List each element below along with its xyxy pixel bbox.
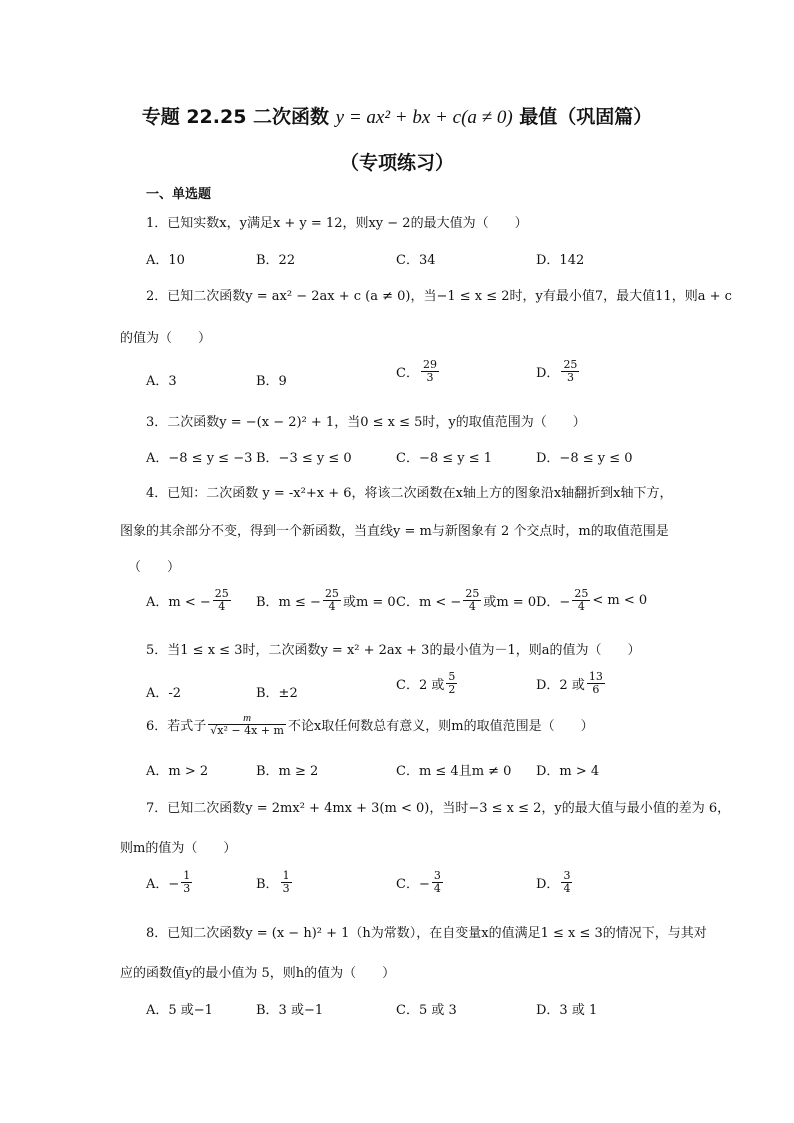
q3-option-b: B．−3 ≤ y ≤ 0: [256, 451, 352, 466]
q4-option-a: A．m < − $\frac{25}{4}$: [146, 587, 229, 614]
q7-d-fraction: $\frac{3}{4}$: [563, 869, 571, 896]
question-3-stem: 3．二次函数y = −(x − 2)² + 1，当0 ≤ x ≤ 5时，y的取值范围为（ ）: [146, 415, 586, 430]
q6-option-d: D．m > 4: [536, 764, 600, 779]
q6-option-c: C．m ≤ 4且m ≠ 0: [396, 764, 512, 779]
q6-option-a: A．m > 2: [146, 764, 209, 779]
q5-c-fraction: $\frac{5}{2}$: [448, 670, 456, 697]
q1-option-b: B．22: [256, 253, 296, 268]
q7-option-a: A．− $\frac{1}{3}$: [146, 869, 191, 896]
q2-option-a: A．3: [146, 374, 177, 389]
q7-c-fraction: $\frac{3}{4}$: [433, 869, 441, 896]
question-4-stem: 4．已知：二次函数 y = -x²+x + 6，将该二次函数在x轴上方的图象沿x轴翻折到x轴下方，: [146, 486, 673, 501]
q7-option-c: C．− $\frac{3}{4}$: [396, 869, 441, 896]
q2-option-b: B．9: [256, 374, 287, 389]
question-7-stem-cont: 则m的值为（ ）: [120, 841, 237, 856]
q3-option-d: D．−8 ≤ y ≤ 0: [536, 451, 633, 466]
q3-option-c: C．−8 ≤ y ≤ 1: [396, 451, 493, 466]
q5-option-d: D．2 或 $\frac{13}{6}$: [536, 670, 603, 697]
title-suffix: 最值（巩固篇）: [519, 106, 653, 128]
page-title: [0, 102, 794, 129]
q6-stem-fraction: $\frac{m}{\text{√x² − 4x + m}}$: [210, 712, 284, 738]
q3-option-a: A．−8 ≤ y ≤ −3: [146, 451, 253, 466]
q5-option-c: C．2 或 $\frac{5}{2}$: [396, 670, 456, 697]
q2-option-c: C． $\frac{29}{3}$: [396, 358, 437, 385]
q4-c-fraction: $\frac{25}{4}$: [465, 587, 480, 614]
q4-option-b: B．m ≤ − $\frac{25}{4}$ 或m = 0: [256, 587, 396, 614]
q2-c-fraction: $\frac{29}{3}$: [422, 358, 437, 385]
q4-option-d: D．− $\frac{25}{4}$ < m < 0: [536, 587, 648, 614]
page-subtitle: （专项练习）: [339, 152, 454, 174]
q5-d-fraction: $\frac{13}{6}$: [588, 670, 603, 697]
question-8-stem-cont: 应的函数值y的最小值为 5，则h的值为（ ）: [120, 966, 396, 981]
q4-a-fraction: $\frac{25}{4}$: [214, 587, 229, 614]
question-5-stem: 5．当1 ≤ x ≤ 3时，二次函数y = x² + 2ax + 3的最小值为－1，则a的值为（ ）: [146, 643, 641, 658]
q2-d-fraction: $\frac{25}{3}$: [563, 358, 578, 385]
q8-option-b: B．3 或−1: [256, 1003, 324, 1018]
q7-option-d: D． $\frac{3}{4}$: [536, 869, 571, 896]
section-heading: 一、单选题: [146, 187, 212, 202]
question-7-stem: 7．已知二次函数y = 2mx² + 4mx + 3(m < 0)，当时−3 ≤ x ≤ 2，y的最大值与最小值的差为 6，: [146, 801, 731, 816]
question-1-stem: 1．已知实数x，y满足x + y = 12，则xy − 2的最大值为（ ）: [146, 216, 528, 231]
question-4-stem-cont2: （ ）: [128, 560, 181, 575]
question-6-stem: 6．若式子 $\frac{m}{\text{√x² − 4x + m}}$ 不论x取任何数总有意义，则m的取值范围是（ ）: [146, 712, 594, 738]
question-2-stem: 2．已知二次函数y = ax² − 2ax + c (a ≠ 0)，当−1 ≤ x ≤ 2时，y有最小值7，最大值11，则a + c: [146, 289, 732, 304]
q6-option-b: B．m ≥ 2: [256, 764, 319, 779]
title-formula: y = ax² + bx + c(a ≠ 0): [335, 107, 513, 128]
q8-option-d: D．3 或 1: [536, 1003, 598, 1018]
q5-option-a: A．-2: [146, 686, 182, 701]
q4-b-fraction: $\frac{25}{4}$: [324, 587, 339, 614]
q1-option-d: D．142: [536, 253, 585, 268]
q7-option-b: B． $\frac{1}{3}$: [256, 869, 290, 896]
q7-b-fraction: $\frac{1}{3}$: [282, 869, 290, 896]
q1-option-a: A．10: [146, 253, 185, 268]
question-4-stem-cont1: 图象的其余部分不变，得到一个新函数，当直线y = m与新图象有 2 个交点时，m的取值范围是: [120, 524, 669, 539]
q2-option-d: D． $\frac{25}{3}$: [536, 358, 578, 385]
question-2-stem-cont: 的值为（ ）: [120, 331, 212, 346]
q4-d-fraction: $\frac{25}{4}$: [574, 587, 589, 614]
question-8-stem: 8．已知二次函数y = (x − h)² + 1（h为常数），在自变量x的值满足1 ≤ x ≤ 3的情况下，与其对: [146, 926, 707, 941]
q8-option-c: C．5 或 3: [396, 1003, 457, 1018]
q5-option-b: B．±2: [256, 686, 298, 701]
q1-option-c: C．34: [396, 253, 436, 268]
q4-option-c: C．m < − $\frac{25}{4}$ 或m = 0: [396, 587, 537, 614]
q8-option-a: A．5 或−1: [146, 1003, 213, 1018]
title-prefix: 专题 22.25 二次函数: [141, 106, 330, 128]
q7-a-fraction: $\frac{1}{3}$: [183, 869, 191, 896]
